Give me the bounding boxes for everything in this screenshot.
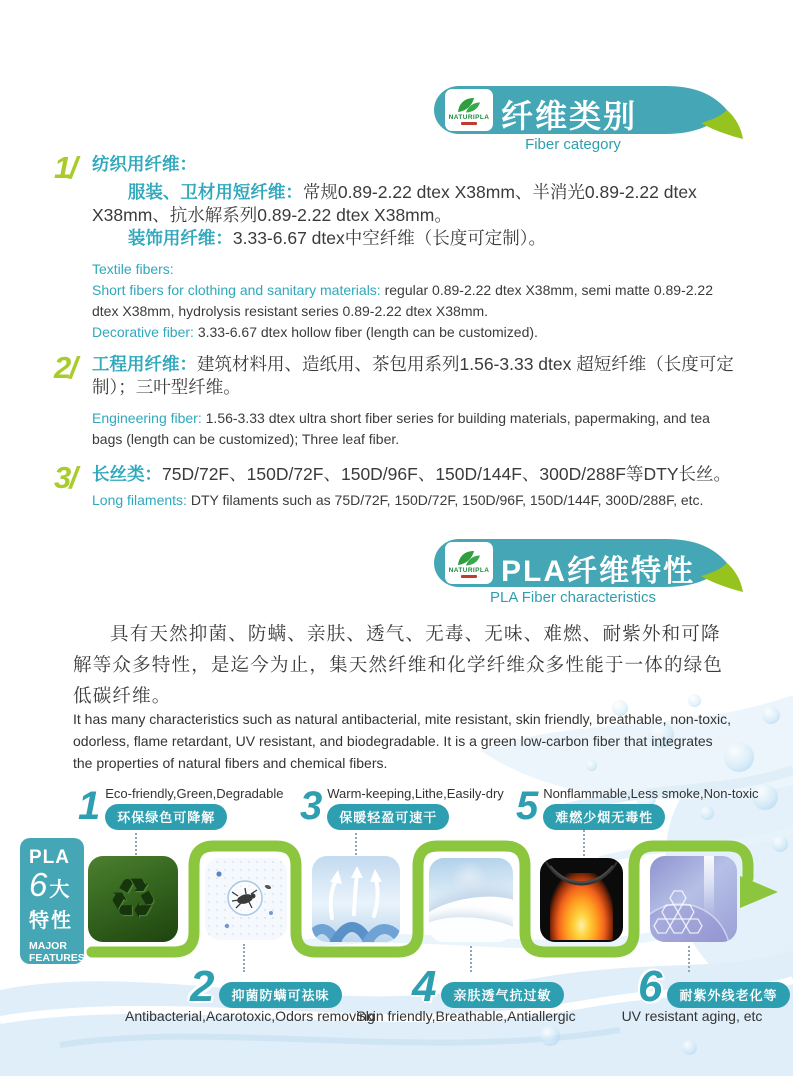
page-title: PLA纤维特性 <box>501 555 695 588</box>
shield-curve-icon <box>540 858 623 942</box>
feature-image-uv <box>650 856 737 942</box>
badge-line-pla: PLA <box>29 847 70 868</box>
logo-wordmark: NATURIPLA <box>448 113 490 121</box>
section-1-number: 1/ <box>54 150 76 185</box>
feature-pill-cn: 保暖轻盈可速干 <box>327 804 449 830</box>
section-heading-cn: 纺织用纤维： <box>92 154 197 174</box>
fiber-category-badge <box>433 85 743 135</box>
feature-label-en: Nonflammable,Less smoke,Non-toxic <box>543 786 759 801</box>
section-item-en: Long filaments: DTY filaments such as 75D/72F, 150D/72F, 150D/96F, 150D/144F, 300D/288F, etc. <box>92 492 704 508</box>
logo-chinese-mark <box>461 122 477 125</box>
feature-number: 4 <box>412 962 437 1011</box>
feature-5 <box>516 786 759 830</box>
feature-4 <box>412 962 564 1011</box>
feature-pill-cn: 耐紫外线老化等 <box>667 982 789 1008</box>
feature-3 <box>300 786 504 830</box>
section-item-cn: 长丝类：75D/72F、150D/72F、150D/96F、150D/144F、300D/288F等DTY长丝。 <box>92 464 731 484</box>
pla-characteristics-badge <box>433 538 743 588</box>
bubble-decoration <box>762 706 780 724</box>
feature-number: 1 <box>78 784 101 828</box>
feature-image-breathable <box>312 856 400 942</box>
arrow-right-icon <box>740 876 778 908</box>
section-heading-en: Textile fibers: <box>92 261 174 277</box>
feature-2 <box>190 962 342 1011</box>
feature-number: 6 <box>638 962 663 1011</box>
feature-label-en: Skin friendly,Breathable,Antiallergic <box>356 1008 576 1024</box>
logo-chinese-mark <box>461 575 477 578</box>
feature-6 <box>638 962 790 1011</box>
recycle-icon: ♻ <box>107 866 159 932</box>
pla-6-features-badge <box>20 838 84 964</box>
naturipla-logo <box>445 542 493 584</box>
section-item-en: Engineering fiber: 1.56-3.33 dtex ultra short fiber series for building materials, papermaking, and tea bags (length can be customized); Three leaf fiber. <box>92 410 710 447</box>
feature-image-flame <box>540 858 623 942</box>
leaf-icon <box>456 549 482 567</box>
feature-label-en: Warm-keeping,Lithe,Easily-dry <box>327 786 504 801</box>
badge-major: MAJOR <box>29 940 67 952</box>
connector-feature-3 <box>355 828 357 855</box>
page-subtitle: Fiber category <box>525 136 621 153</box>
pla-intro-chinese: 具有天然抑菌、防螨、亲肤、透气、无毒、无味、难燃、耐紫外和可降解等众多特性，是迄今为止，集天然纤维和化学纤维众多性能于一体的绿色低碳纤维。 <box>73 623 724 706</box>
section-3-number: 3/ <box>54 460 76 495</box>
feature-1 <box>78 786 284 830</box>
feature-label-en: UV resistant aging, etc <box>621 1008 763 1024</box>
section-item-en: Short fibers for clothing and sanitary materials: regular 0.89-2.22 dtex X38mm, semi matte 0.89-2.22 dtex X38mm, hydrolysis resistant series 0.89-2.22 dtex X38mm. <box>92 282 713 319</box>
section-2-engineering-fiber <box>92 353 742 450</box>
page-subtitle: PLA Fiber characteristics <box>490 589 656 606</box>
section-item-cn: 装饰用纤维：3.33-6.67 dtex中空纤维（长度可定制）。 <box>127 228 547 248</box>
logo-wordmark: NATURIPLA <box>448 566 490 574</box>
section-item-cn: 服装、卫材用短纤维：常规0.89-2.22 dtex X38mm、半消光0.89-2.22 dtex X38mm、抗水解系列0.89-2.22 dtex X38mm。 <box>92 182 697 225</box>
connector-feature-1 <box>135 828 137 855</box>
leaf-icon <box>456 96 482 114</box>
feature-pill-cn: 抑菌防螨可祛味 <box>219 982 341 1008</box>
feature-number: 2 <box>190 962 215 1011</box>
feature-image-recycle <box>88 856 178 942</box>
feature-pill-cn: 难燃少烟无毒性 <box>543 804 665 830</box>
feature-pill-cn: 亲肤透气抗过敏 <box>441 982 563 1008</box>
pla-intro-english: It has many characteristics such as natural antibacterial, mite resistant, skin friendly, breathable, non-toxic, odorless, flame retardant, UV resistant, and biodegradable. It is a green low-carbon fiber that integrates the properties of natural fibers and chemical fibers. <box>73 711 732 771</box>
feature-number: 5 <box>516 784 539 828</box>
feature-label-en: Antibacterial,Acarotoxic,Odors removing <box>125 1008 375 1024</box>
steam-decoration <box>451 860 488 899</box>
feature-pill-cn: 环保绿色可降解 <box>105 804 227 830</box>
page-title: 纤维类别 <box>501 98 638 134</box>
section-3-long-filaments <box>92 463 742 511</box>
badge-da: 大 <box>49 879 70 901</box>
naturipla-logo <box>445 89 493 131</box>
badge-features: FEATURES <box>29 952 85 964</box>
badge-number-6: 6 <box>29 866 48 903</box>
feature-number: 3 <box>300 784 323 828</box>
connector-feature-5 <box>583 827 585 856</box>
section-2-number: 2/ <box>54 350 76 385</box>
feature-image-soft-fabric <box>429 858 513 942</box>
hexagon-mesh-icon <box>650 856 737 942</box>
breathable-arrows-icon <box>312 856 400 942</box>
feature-label-en: Eco-friendly,Green,Degradable <box>105 786 284 801</box>
section-item-en: Decorative fiber: 3.33-6.67 dtex hollow fiber (length can be customized). <box>92 324 538 340</box>
section-1-textile-fibers <box>92 153 740 343</box>
badge-texing: 特性 <box>29 910 73 932</box>
dust-mite-icon <box>205 858 287 940</box>
section-item-cn: 工程用纤维：建筑材料用、造纸用、茶包用系列1.56-3.33 dtex 超短纤维（长度可定制）；三叶型纤维。 <box>92 354 734 397</box>
feature-image-mite <box>205 858 287 940</box>
